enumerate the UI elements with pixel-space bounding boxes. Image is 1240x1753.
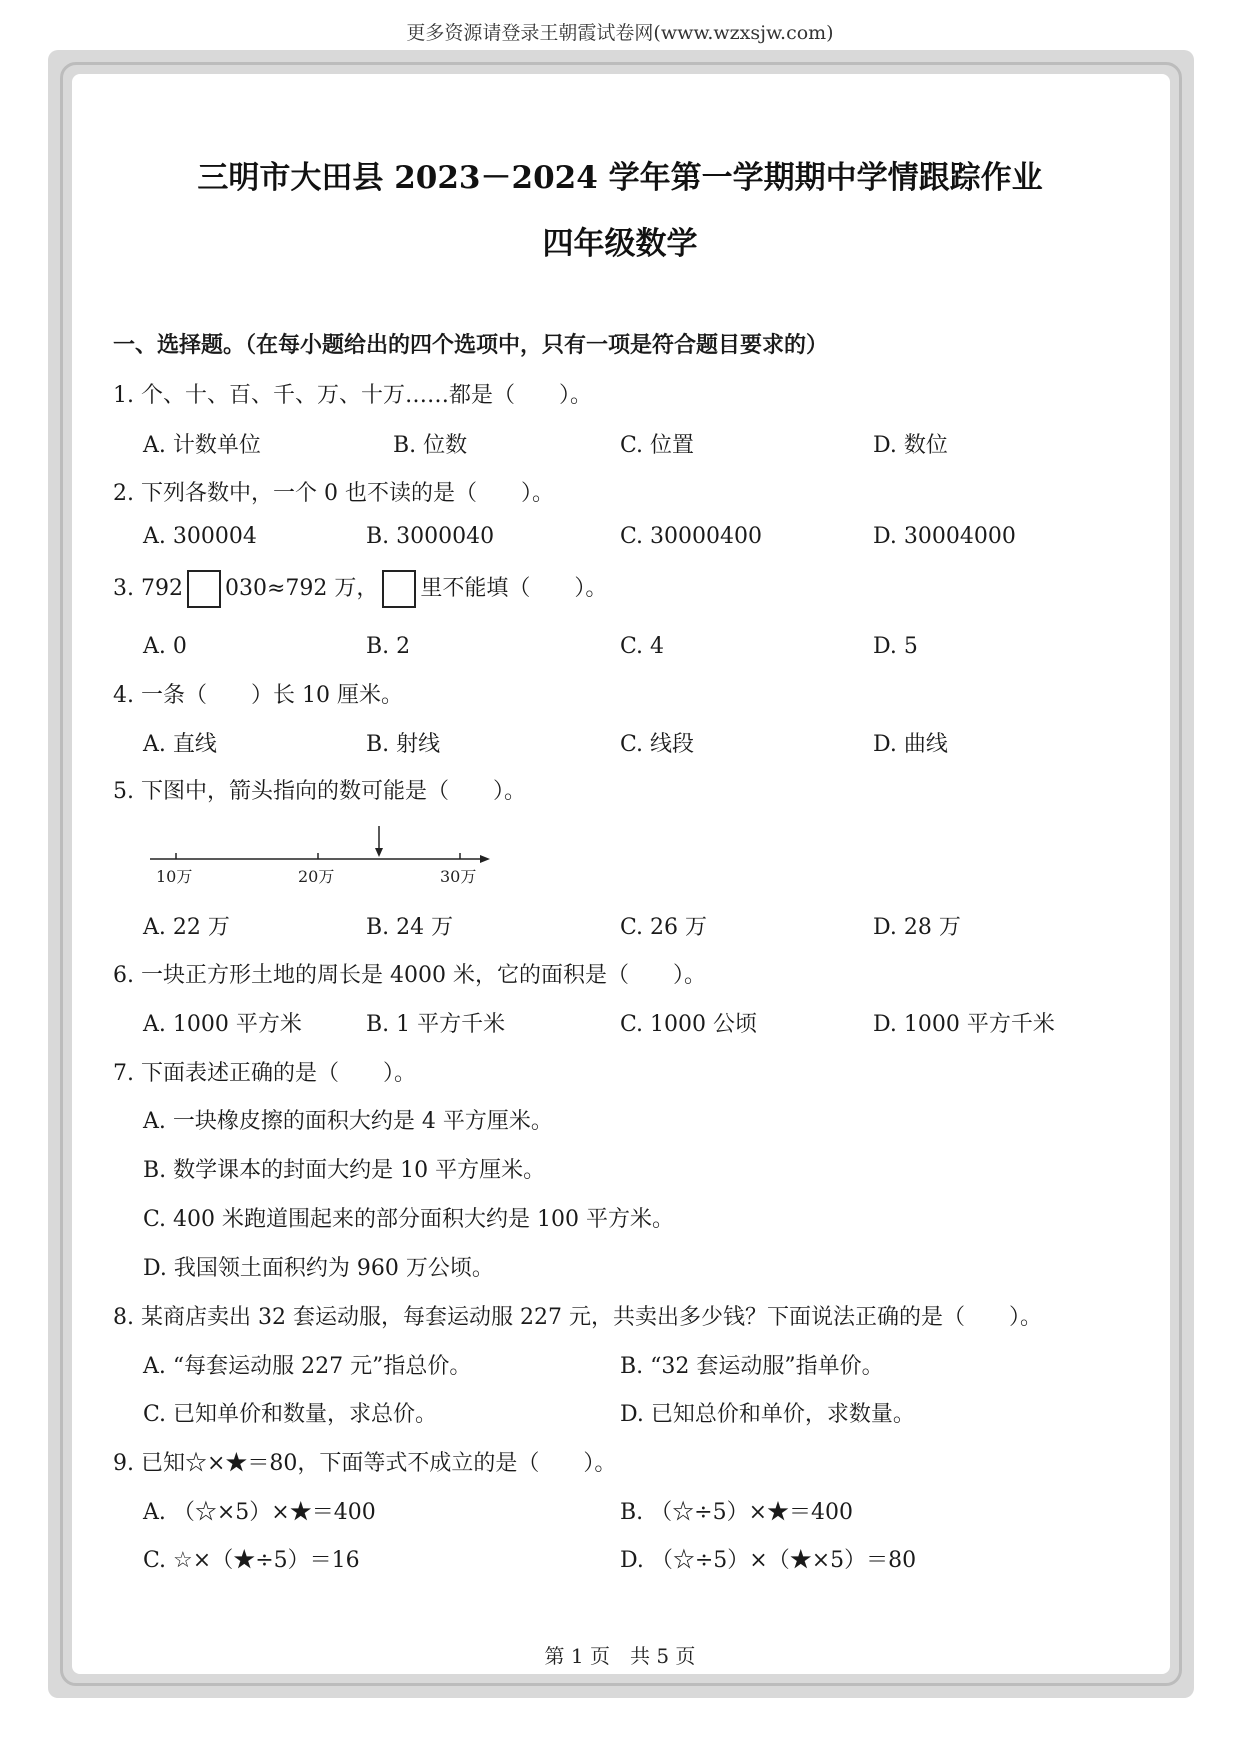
- blank-box: [382, 570, 416, 608]
- question-3-option-b: B. 2: [366, 634, 411, 659]
- question-7-option-d: D. 我国领土面积约为 960 万公顷。: [143, 1256, 494, 1281]
- question-8-stem: 8. 某商店卖出 32 套运动服，每套运动服 227 元，共卖出多少钱？下面说法正确的是（ ）。: [113, 1305, 1042, 1330]
- question-9-stem: 9. 已知☆×★＝80，下面等式不成立的是（ ）。: [113, 1451, 617, 1476]
- exam-title: 三明市大田县 2023－2024 学年第一学期期中学情跟踪作业: [197, 160, 1043, 196]
- question-2-option-c: C. 30000400: [620, 524, 763, 549]
- question-9-option-c: C. ☆×（★÷5）＝16: [143, 1548, 360, 1573]
- exam-subtitle: 四年级数学: [542, 226, 698, 262]
- question-9-option-a: A. （☆×5）×★＝400: [143, 1500, 376, 1525]
- question-3-option-a: A. 0: [143, 634, 187, 659]
- question-4-option-a: A. 直线: [143, 732, 217, 757]
- question-5-option-b: B. 24 万: [366, 915, 454, 940]
- question-5-option-d: D. 28 万: [873, 915, 961, 940]
- question-1-option-a: A. 计数单位: [143, 433, 261, 458]
- question-1-option-b: B. 位数: [393, 433, 468, 458]
- question-9-option-d: D. （☆÷5）×（★×5）＝80: [620, 1548, 917, 1573]
- number-line-arrowhead: [480, 855, 490, 863]
- question-7-option-c: C. 400 米跑道围起来的部分面积大约是 100 平方米。: [143, 1207, 674, 1232]
- question-9-option-b: B. （☆÷5）×★＝400: [620, 1500, 854, 1525]
- question-4-stem: 4. 一条（ ）长 10 厘米。: [113, 683, 403, 708]
- tick-label-30: 30万: [440, 867, 477, 886]
- question-2-option-a: A. 300004: [143, 524, 257, 549]
- question-2-stem: 2. 下列各数中，一个 0 也不读的是（ ）。: [113, 481, 554, 506]
- page-number: 第 1 页 共 5 页: [544, 1644, 696, 1668]
- question-3-stem-start: 3. 792: [113, 576, 183, 601]
- question-5-option-a: A. 22 万: [143, 915, 230, 940]
- question-8-option-c: C. 已知单价和数量，求总价。: [143, 1402, 438, 1427]
- question-5-stem: 5. 下图中，箭头指向的数可能是（ ）。: [113, 779, 526, 804]
- question-8-option-d: D. 已知总价和单价，求数量。: [620, 1402, 915, 1427]
- question-7-option-b: B. 数学课本的封面大约是 10 平方厘米。: [143, 1158, 546, 1183]
- question-3-stem-end: 里不能填（ ）。: [420, 576, 608, 601]
- question-6-option-b: B. 1 平方千米: [366, 1012, 506, 1037]
- question-7-option-a: A. 一块橡皮擦的面积大约是 4 平方厘米。: [143, 1109, 553, 1134]
- question-2-option-b: B. 3000040: [366, 524, 495, 549]
- question-8-option-b: B. “32 套运动服”指单价。: [620, 1354, 884, 1379]
- question-7-stem: 7. 下面表述正确的是（ ）。: [113, 1061, 416, 1086]
- question-4-option-c: C. 线段: [620, 732, 695, 757]
- pointer-arrow-icon: [375, 848, 383, 857]
- question-3-option-c: C. 4: [620, 634, 665, 659]
- question-1-stem: 1. 个、十、百、千、万、十万……都是（ ）。: [113, 383, 592, 408]
- question-1-option-d: D. 数位: [873, 433, 948, 458]
- tick-label-10: 10万: [156, 867, 193, 886]
- source-banner: 更多资源请登录王朝霞试卷网(www.wzxsjw.com): [406, 22, 834, 44]
- question-3-stem: [113, 570, 607, 608]
- question-6-stem: 6. 一块正方形土地的周长是 4000 米，它的面积是（ ）。: [113, 963, 706, 988]
- question-3-stem-middle: 030≈792 万，: [224, 576, 379, 601]
- section-heading: 一、选择题。（在每小题给出的四个选项中，只有一项是符合题目要求的）: [113, 332, 829, 358]
- question-8-option-a: A. “每套运动服 227 元”指总价。: [143, 1354, 472, 1379]
- number-line-figure: [140, 820, 500, 890]
- question-6-option-c: C. 1000 公顷: [620, 1012, 758, 1037]
- question-6-option-a: A. 1000 平方米: [143, 1012, 302, 1037]
- question-2-option-d: D. 30004000: [873, 524, 1016, 549]
- question-5-option-c: C. 26 万: [620, 915, 708, 940]
- tick-label-20: 20万: [298, 867, 335, 886]
- question-3-option-d: D. 5: [873, 634, 918, 659]
- question-4-option-d: D. 曲线: [873, 732, 948, 757]
- question-6-option-d: D. 1000 平方千米: [873, 1012, 1055, 1037]
- blank-box: [187, 570, 221, 608]
- question-4-option-b: B. 射线: [366, 732, 441, 757]
- question-1-option-c: C. 位置: [620, 433, 695, 458]
